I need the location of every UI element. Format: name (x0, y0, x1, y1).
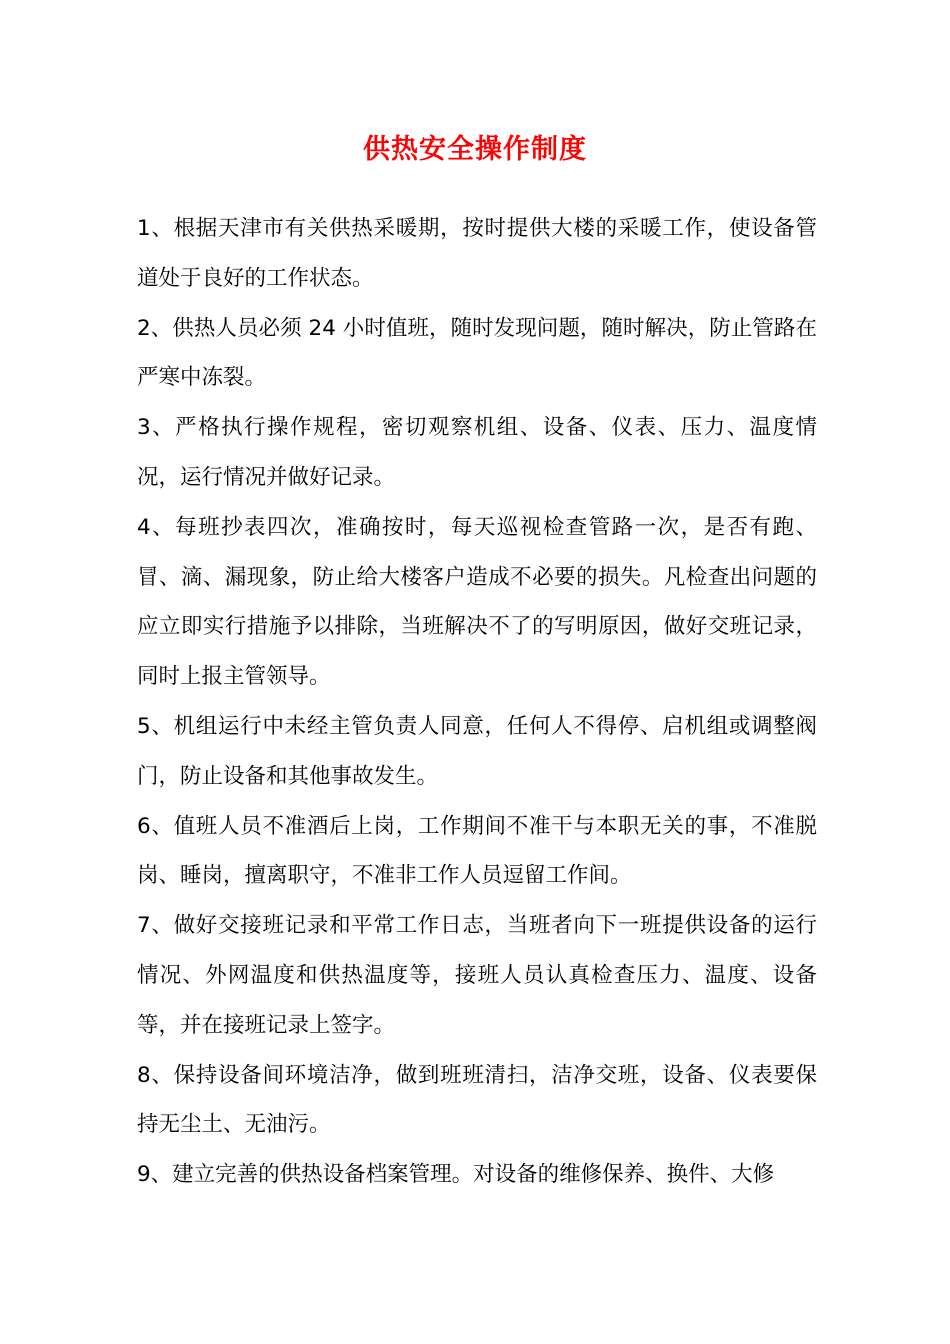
paragraph-8: 8、保持设备间环境洁净，做到班班清扫，洁净交班，设备、仪表要保持无尘土、无油污。 (137, 1062, 817, 1138)
paragraph-2: 2、供热人员必须 24 小时值班，随时发现问题，随时解决，防止管路在严寒中冻裂。 (137, 315, 817, 391)
document-body (137, 204, 817, 1200)
paragraph-9: 9、建立完善的供热设备档案管理。对设备的维修保养、换件、大修 (137, 1162, 775, 1188)
paragraph-1: 1、根据天津市有关供热采暖期，按时提供大楼的采暖工作，使设备管道处于良好的工作状态。 (137, 216, 817, 291)
paragraph-5: 5、机组运行中未经主管负责人同意，任何人不得停、启机组或调整阀门，防止设备和其他事故发生。 (137, 713, 817, 789)
paragraph-4: 4、每班抄表四次，准确按时，每天巡视检查管路一次，是否有跑、冒、滴、漏现象，防止给大楼客户造成不必要的损失。凡检查出问题的应立即实行措施予以排除，当班解决不了的写明原因，做好交班记录，同时上报主管领导。 (137, 514, 817, 690)
document-title: 供热安全操作制度 (363, 134, 587, 165)
paragraph-3: 3、严格执行操作规程，密切观察机组、设备、仪表、压力、温度情况，运行情况并做好记录。 (137, 415, 817, 490)
paragraph-7: 7、做好交接班记录和平常工作日志，当班者向下一班提供设备的运行情况、外网温度和供热温度等，接班人员认真检查压力、温度、设备等，并在接班记录上签字。 (137, 913, 817, 1038)
paragraph-6: 6、值班人员不准酒后上岗，工作期间不准干与本职无关的事，不准脱岗、睡岗，擅离职守，不准非工作人员逗留工作间。 (137, 813, 817, 889)
